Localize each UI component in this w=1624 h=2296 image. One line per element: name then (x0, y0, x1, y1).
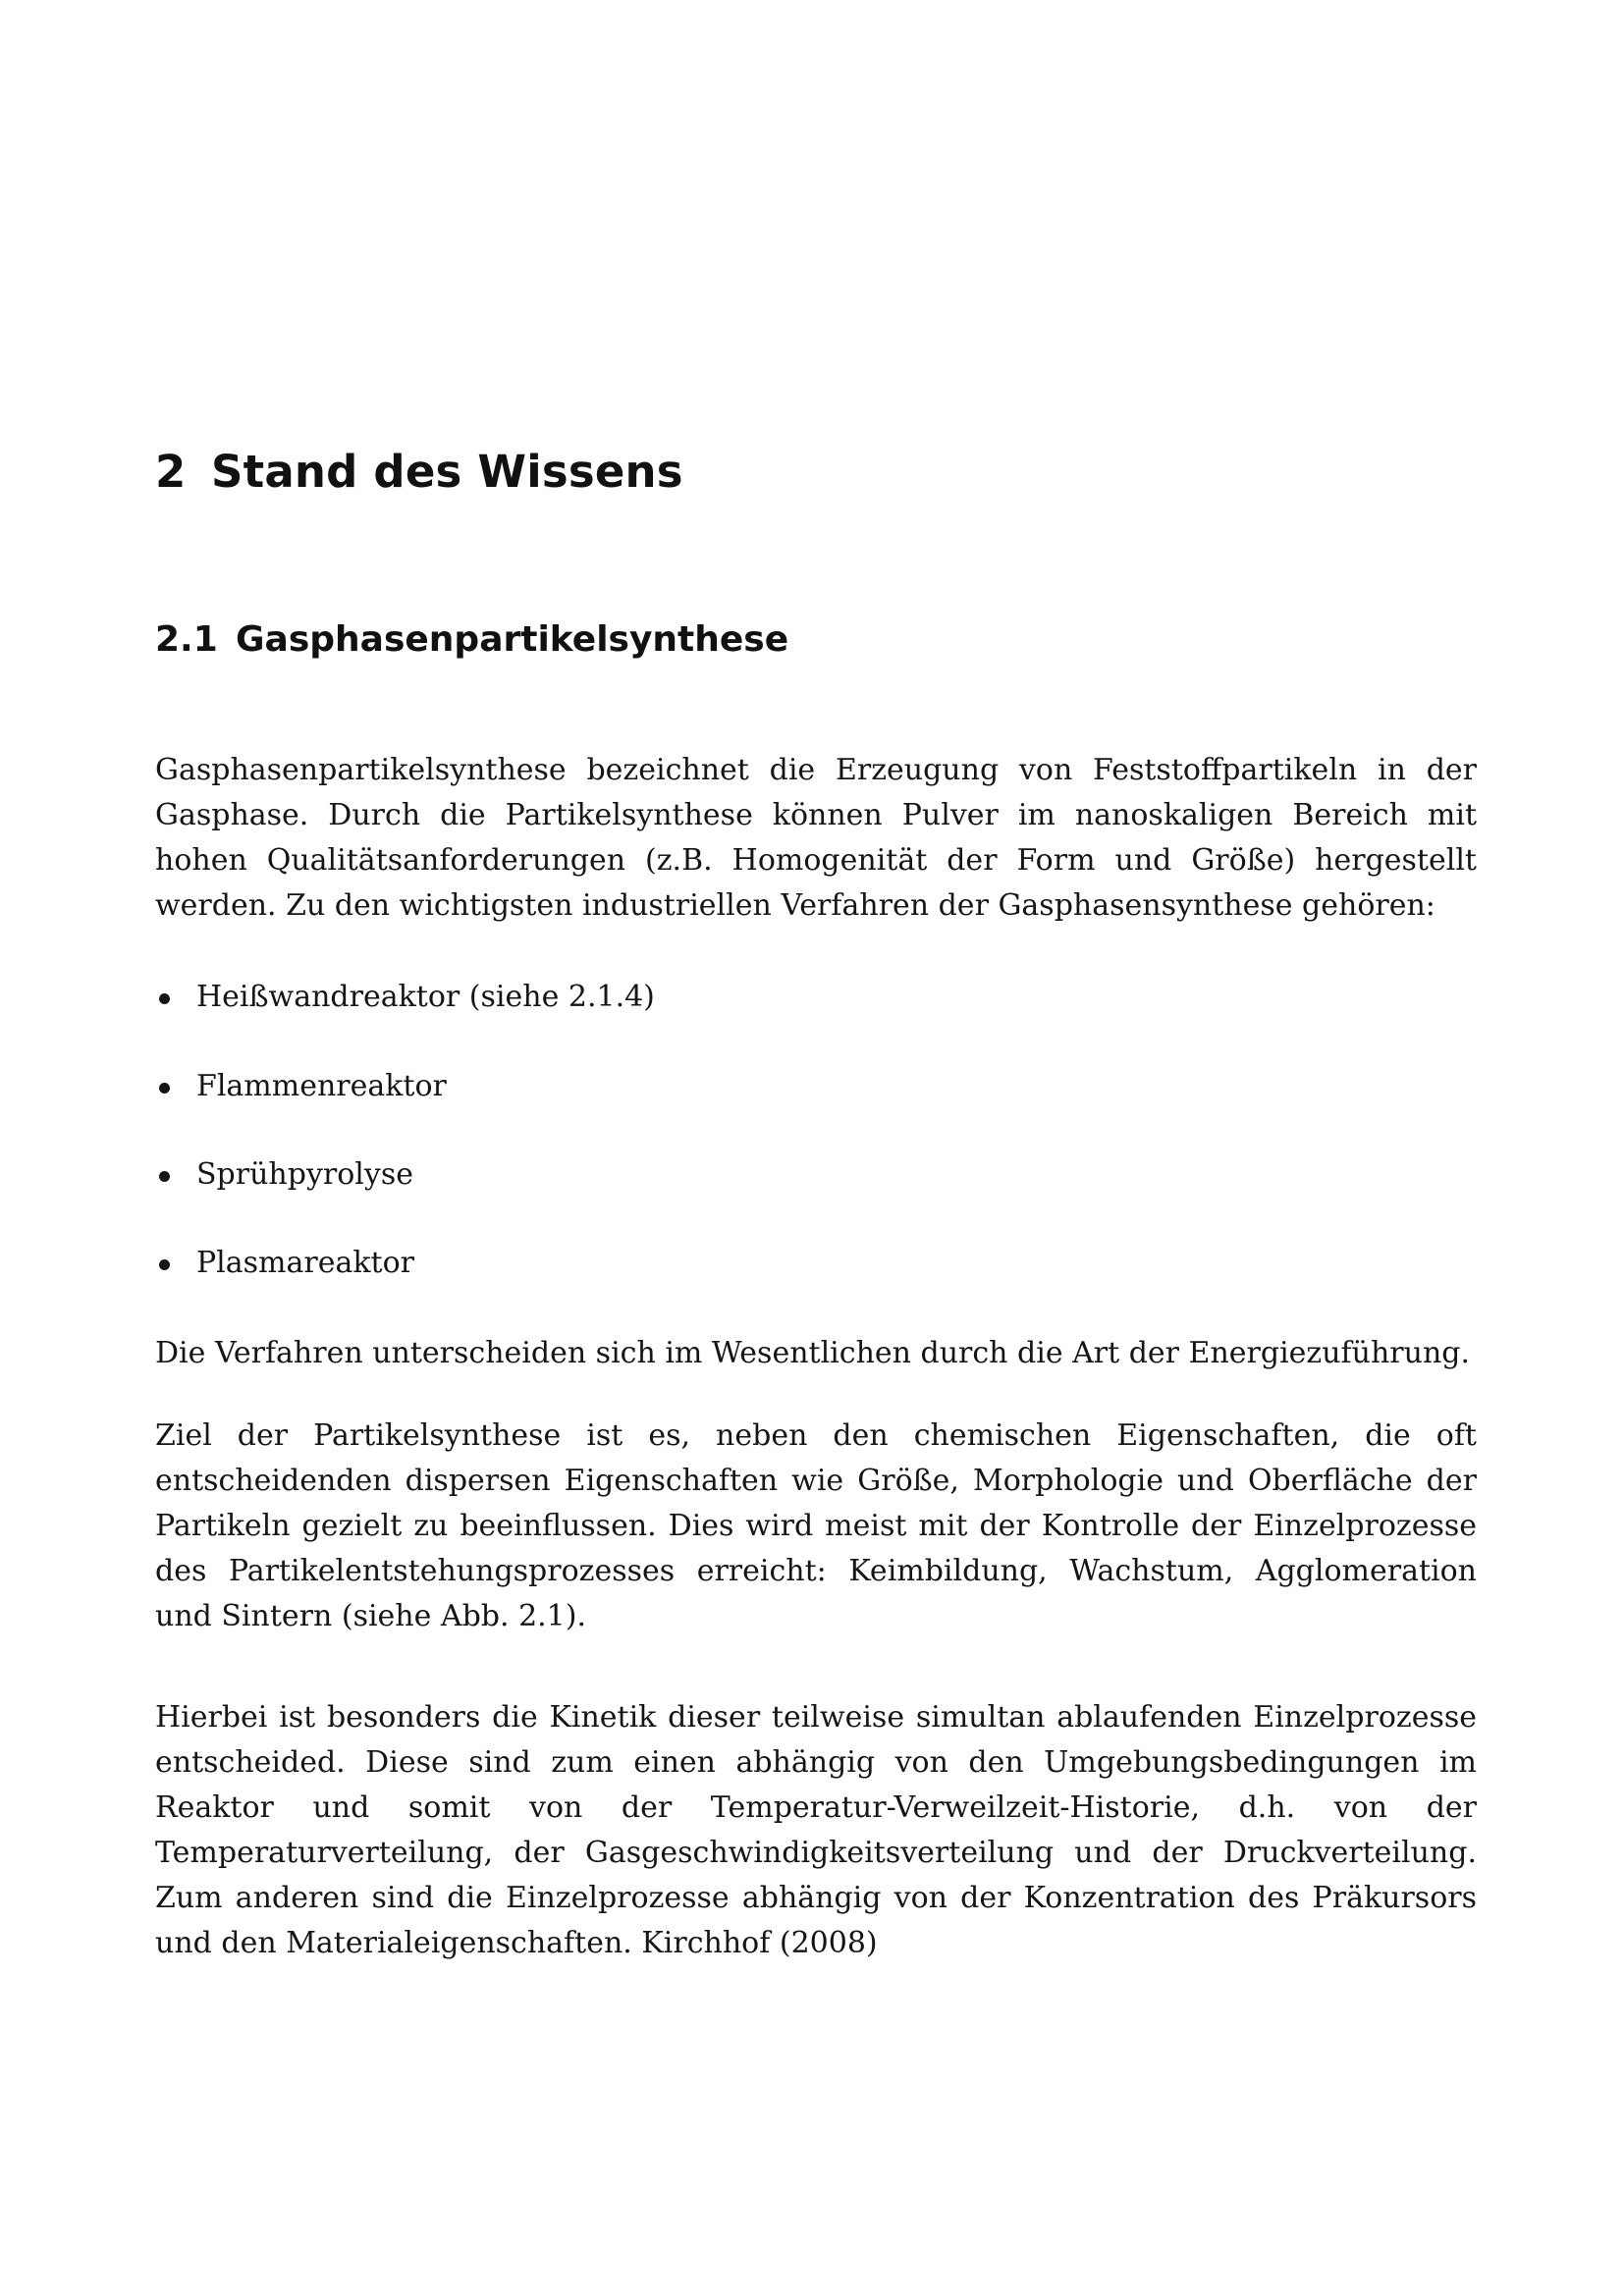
chapter-heading (155, 446, 683, 498)
bullet-icon (159, 1259, 170, 1270)
list-item-text: Flammenreaktor (196, 1069, 447, 1103)
kinetics-paragraph: Hierbei ist besonders die Kinetik dieser teilweise simultan ablaufenden Einzelprozesse entscheided. Diese sind zum einen abhängig von den Umgebungsbedingungen im Reaktor und somit von der Temperatur-Verweilzeit-Historie, d.h. von der Temperaturverteilung, der Gasgeschwindigkeitsverteilung und der Druckverteilung. Zum anderen sind die Einzelprozesse abhängig von der Konzentration des Präkursors und den Materialeigenschaften. Kirchhof (2008) (155, 1700, 1477, 1960)
list-item (196, 975, 655, 1020)
section-heading (155, 619, 789, 660)
list-item (196, 1064, 447, 1109)
list-item (196, 1152, 413, 1198)
bullet-icon (159, 1171, 170, 1182)
list-item (196, 1241, 414, 1286)
list-item-text: Sprühpyrolyse (196, 1157, 413, 1192)
goal-paragraph: Ziel der Partikelsynthese ist es, neben den chemischen Eigenschaften, die oft entscheidenden dispersen Eigenschaften wie Größe, Morphologie und Oberfläche der Partikeln gezielt zu beeinflussen. Dies wird meist mit der Kontrolle der Einzelprozesse des Partikelentstehungsprozesses erreicht: Keimbildung, Wachstum, Agglomeration und Sintern (siehe Abb. 2.1). (155, 1418, 1477, 1633)
summary-paragraph: Die Verfahren unterscheiden sich im Wesentlichen durch die Art der Energiezuführung. (155, 1336, 1471, 1370)
list-item-text: Heißwandreaktor (siehe 2.1.4) (196, 980, 655, 1014)
list-item-text: Plasmareaktor (196, 1246, 415, 1280)
section-title: Gasphasenpartikelsynthese (236, 619, 789, 660)
bullet-icon (159, 1083, 170, 1094)
intro-paragraph: Gasphasenpartikelsynthese bezeichnet die Erzeugung von Feststoffpartikeln in der Gasphase. Durch die Partikelsynthese können Pulver im nanoskaligen Bereich mit hohen Qualitätsanforderungen (z.B. Homogenität der Form und Größe) hergestellt werden. Zu den wichtigsten industriellen Verfahren der Gasphasensynthese gehören: (155, 753, 1477, 923)
section-number: 2.1 (155, 619, 218, 660)
chapter-title: Stand des Wissens (211, 446, 683, 498)
chapter-number: 2 (155, 446, 187, 498)
bullet-icon (159, 993, 170, 1004)
